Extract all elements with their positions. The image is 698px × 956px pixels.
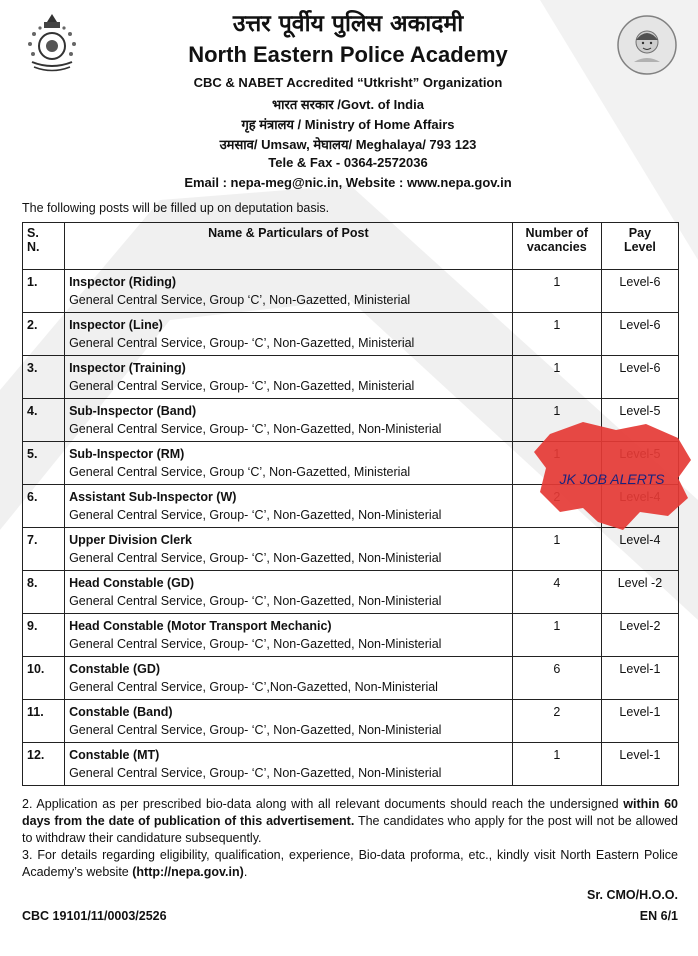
note-2-suffix: The candidates who apply for the post will not be allowed to withdraw their candidature subsequently. [22, 814, 678, 845]
post-name: Constable (MT) [69, 748, 160, 762]
post-detail: General Central Service, Group- ‘C’, Non-Gazetted, Non-Ministerial [69, 422, 442, 436]
signature: Sr. CMO/H.O.O. [587, 888, 678, 902]
post-name: Constable (GD) [69, 662, 161, 676]
note-3-text: 3. For details regarding eligibility, qualification, experience, Bio-data proforma, etc., kindly visit North Eastern Police Academy’s website [22, 848, 678, 879]
post-detail: General Central Service, Group- ‘C’, Non-Gazetted, Non-Ministerial [69, 508, 442, 522]
row-pay-level: Level-1 [601, 657, 678, 700]
note-2 [22, 796, 678, 847]
row-pay-level: Level-1 [601, 700, 678, 743]
row-post [65, 356, 513, 399]
row-pay-level: Level-1 [601, 743, 678, 786]
table-row [23, 700, 679, 743]
row-vacancies: 6 [512, 657, 601, 700]
header-pay-line2: Level [623, 240, 656, 254]
row-sn: 10. [23, 657, 65, 700]
table-row [23, 313, 679, 356]
table-row [23, 614, 679, 657]
header-sn-line1: S. [27, 226, 39, 240]
row-post [65, 485, 513, 528]
row-sn: 7. [23, 528, 65, 571]
post-name: Sub-Inspector (Band) [69, 404, 197, 418]
row-post [65, 399, 513, 442]
table-row [23, 657, 679, 700]
header-sn-line2: N. [27, 240, 40, 254]
en-number: EN 6/1 [639, 909, 678, 923]
row-pay-level: Level-6 [601, 313, 678, 356]
beti-bachao-logo-icon [616, 14, 678, 76]
cbc-number: CBC 19101/11/0003/2526 [22, 909, 167, 923]
post-detail: General Central Service, Group- ‘C’, Non-Gazetted, Non-Ministerial [69, 594, 442, 608]
row-sn: 1. [23, 270, 65, 313]
ministry-line: गृह मंत्रालय / Ministry of Home Affairs [241, 117, 455, 132]
row-sn: 6. [23, 485, 65, 528]
post-detail: General Central Service, Group- ‘C’, Non-Gazetted, Non-Ministerial [69, 723, 442, 737]
table-header-row [23, 223, 679, 270]
post-detail: General Central Service, Group- ‘C’,Non-Gazetted, Non-Ministerial [69, 680, 438, 694]
post-name: Assistant Sub-Inspector (W) [69, 490, 237, 504]
row-vacancies: 1 [512, 356, 601, 399]
contact-line: Email : nepa-meg@nic.in, Website : www.nepa.gov.in [184, 175, 512, 190]
row-sn: 5. [23, 442, 65, 485]
row-post [65, 614, 513, 657]
academy-title-hindi: उत्तर पूर्वीय पुलिस अकादमी [232, 10, 464, 37]
row-post [65, 442, 513, 485]
row-sn: 2. [23, 313, 65, 356]
row-vacancies: 1 [512, 270, 601, 313]
row-post [65, 657, 513, 700]
row-vacancies: 1 [512, 313, 601, 356]
post-name: Head Constable (GD) [69, 576, 195, 590]
row-sn: 11. [23, 700, 65, 743]
row-pay-level: Level-6 [601, 270, 678, 313]
watermark-text: JK JOB ALERTS [559, 471, 665, 487]
row-vacancies: 2 [512, 700, 601, 743]
academy-title: North Eastern Police Academy [188, 42, 508, 67]
row-sn: 12. [23, 743, 65, 786]
row-pay-level: Level-2 [601, 614, 678, 657]
row-post [65, 571, 513, 614]
notes-section [22, 796, 678, 881]
website-link[interactable]: (http://nepa.gov.in) [132, 865, 244, 879]
post-detail: General Central Service, Group- ‘C’, Non-Gazetted, Non-Ministerial [69, 551, 442, 565]
note-2-text: 2. Application as per prescribed bio-data along with all relevant documents should reach the undersigned [22, 797, 624, 811]
row-sn: 8. [23, 571, 65, 614]
header-name: Name & Particulars of Post [65, 223, 513, 270]
note-3-suffix: . [243, 865, 248, 879]
row-sn: 9. [23, 614, 65, 657]
row-vacancies: 1 [512, 743, 601, 786]
row-post [65, 528, 513, 571]
post-name: Head Constable (Motor Transport Mechanic) [69, 619, 332, 633]
row-post [65, 743, 513, 786]
row-post [65, 270, 513, 313]
note-2-deadline: within 60 days from the date of publication of this advertisement. [22, 797, 678, 828]
header [16, 0, 680, 200]
accreditation-line: CBC & NABET Accredited “Utkrisht” Organization [193, 75, 503, 90]
row-post [65, 313, 513, 356]
row-pay-level: Level-6 [601, 356, 678, 399]
jk-map-watermark-icon [528, 416, 696, 536]
post-name: Sub-Inspector (RM) [69, 447, 185, 461]
intro-text: The following posts will be filled up on deputation basis. [22, 201, 330, 215]
post-name: Inspector (Line) [69, 318, 163, 332]
row-vacancies: 4 [512, 571, 601, 614]
post-name: Constable (Band) [69, 705, 173, 719]
row-post [65, 700, 513, 743]
header-vacancies [512, 223, 601, 270]
address-line: उमसाव/ Umsaw, मेघालय/ Meghalaya/ 793 123 [219, 137, 477, 152]
header-vac-line1: Number of [525, 226, 589, 240]
row-vacancies: 1 [512, 528, 601, 571]
table-row [23, 571, 679, 614]
table-row [23, 270, 679, 313]
post-detail: General Central Service, Group- ‘C’, Non-Gazetted, Ministerial [69, 379, 415, 393]
post-detail: General Central Service, Group ‘C’, Non-Gazetted, Ministerial [69, 465, 411, 479]
phone-line: Tele & Fax - 0364-2572036 [268, 155, 428, 170]
row-pay-level: Level -2 [601, 571, 678, 614]
post-name: Inspector (Training) [69, 361, 186, 375]
post-name: Inspector (Riding) [69, 275, 177, 289]
table-row [23, 356, 679, 399]
govt-line: भारत सरकार /Govt. of India [272, 97, 424, 112]
post-detail: General Central Service, Group- ‘C’, Non-Gazetted, Non-Ministerial [69, 637, 442, 651]
row-sn: 3. [23, 356, 65, 399]
row-vacancies: 1 [512, 614, 601, 657]
header-sn [23, 223, 65, 270]
row-vacancies: 1 [512, 399, 601, 442]
post-name: Upper Division Clerk [69, 533, 193, 547]
header-pay-line1: Pay [628, 226, 652, 240]
row-sn: 4. [23, 399, 65, 442]
note-3 [22, 847, 678, 881]
header-vac-line2: vacancies [526, 240, 587, 254]
header-pay [601, 223, 678, 270]
row-pay-level: Level-4 [601, 528, 678, 571]
post-detail: General Central Service, Group- ‘C’, Non-Gazetted, Ministerial [69, 336, 415, 350]
row-pay-level: Level-5 [601, 399, 678, 442]
table-row [23, 743, 679, 786]
post-detail: General Central Service, Group- ‘C’, Non-Gazetted, Non-Ministerial [69, 766, 442, 780]
post-detail: General Central Service, Group ‘C’, Non-Gazetted, Ministerial [69, 293, 411, 307]
